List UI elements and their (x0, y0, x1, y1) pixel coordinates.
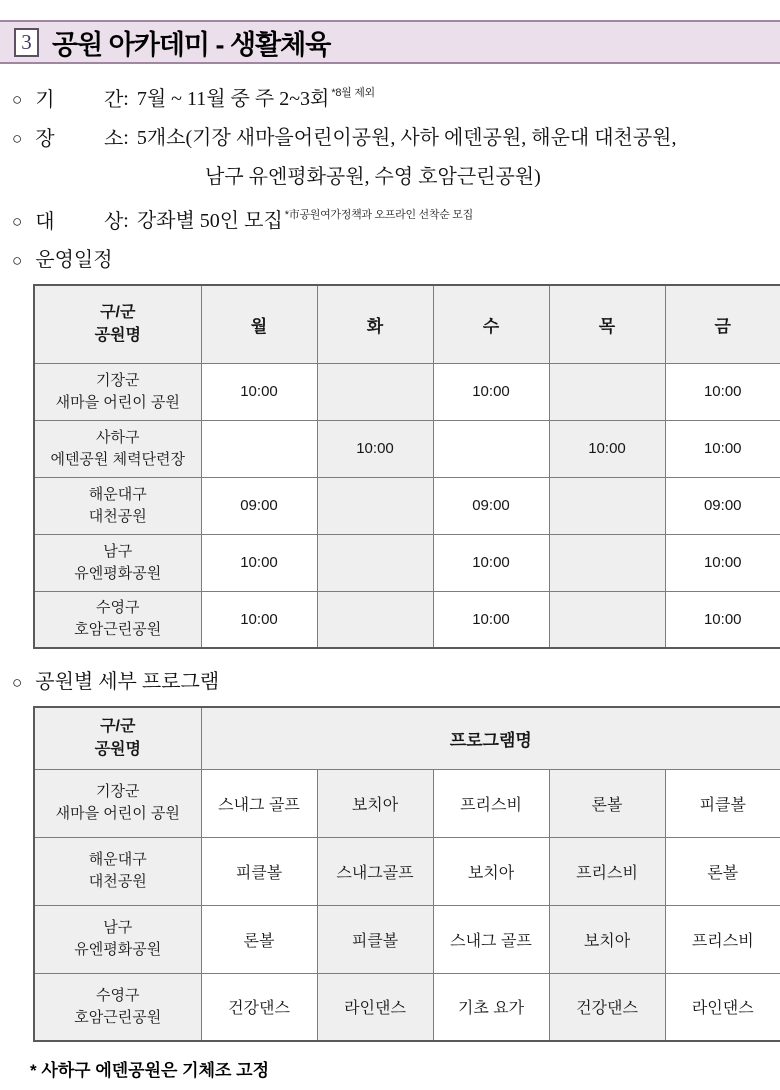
park-row-header: 남구 유엔평화공원 (34, 534, 201, 591)
program-cell: 기초 요가 (433, 973, 549, 1041)
day-header-mon: 월 (201, 285, 317, 363)
program-heading-text: 공원별 세부 프로그램 (35, 671, 220, 693)
target-value: 강좌별 50인 모집 (136, 210, 283, 232)
time-cell: 10:00 (665, 591, 780, 648)
target-label: 대 상 (35, 211, 124, 233)
time-cell (317, 534, 433, 591)
program-row (34, 905, 780, 973)
time-cell: 10:00 (549, 420, 665, 477)
time-cell: 09:00 (665, 477, 780, 534)
corner-header: 구/군 공원명 (34, 285, 201, 363)
program-cell: 스내그 골프 (433, 905, 549, 973)
program-cell: 보치아 (317, 769, 433, 837)
program-section (0, 663, 780, 702)
time-cell: 10:00 (665, 363, 780, 420)
location-label: 장 소 (35, 128, 124, 150)
location-value-line1: 5개소(기장 새마을어린이공원, 사하 에덴공원, 해운대 대천공원, (136, 127, 677, 149)
time-cell (549, 534, 665, 591)
time-cell: 10:00 (201, 534, 317, 591)
program-row (34, 973, 780, 1041)
period-note: *8월 제외 (331, 87, 375, 99)
park-row-header: 해운대구 대천공원 (34, 837, 201, 905)
schedule-table (33, 284, 780, 649)
schedule-row (34, 477, 780, 534)
park-row-header: 기장군 새마을 어린이 공원 (34, 363, 201, 420)
schedule-row (34, 591, 780, 648)
program-cell: 피클볼 (201, 837, 317, 905)
park-row-header: 수영구 호암근린공원 (34, 591, 201, 648)
time-cell: 10:00 (201, 591, 317, 648)
day-header-tue: 화 (317, 285, 433, 363)
program-cell: 스내그골프 (317, 837, 433, 905)
time-cell (433, 420, 549, 477)
time-cell (317, 363, 433, 420)
program-cell: 건강댄스 (549, 973, 665, 1041)
colon: : (123, 210, 129, 232)
program-heading (0, 663, 780, 702)
program-cell: 프리스비 (433, 769, 549, 837)
park-row-header: 남구 유엔평화공원 (34, 905, 201, 973)
program-cell: 스내그 골프 (201, 769, 317, 837)
section-number-box: 3 (14, 28, 39, 57)
park-row-header: 수영구 호암근린공원 (34, 973, 201, 1041)
program-cell: 론볼 (665, 837, 780, 905)
program-cell: 라인댄스 (317, 973, 433, 1041)
schedule-header-row (34, 285, 780, 363)
day-header-thu: 목 (549, 285, 665, 363)
program-cell: 프리스비 (549, 837, 665, 905)
colon: : (123, 127, 129, 149)
day-header-wed: 수 (433, 285, 549, 363)
park-row-header: 기장군 새마을 어린이 공원 (34, 769, 201, 837)
time-cell (317, 591, 433, 648)
schedule-row (34, 420, 780, 477)
info-list (0, 74, 780, 280)
period-label: 기 간 (35, 89, 124, 111)
time-cell (549, 363, 665, 420)
bullet-icon: ○ (12, 90, 23, 109)
period-line (0, 74, 780, 119)
target-note: *市공원여가정책과 오프라인 선착순 모집 (284, 209, 473, 221)
colon: : (123, 88, 129, 110)
time-cell: 10:00 (433, 363, 549, 420)
location-value-line2: 남구 유엔평화공원, 수영 호암근린공원) (205, 166, 541, 188)
time-cell: 10:00 (665, 420, 780, 477)
program-cell: 론볼 (549, 769, 665, 837)
time-cell: 09:00 (433, 477, 549, 534)
time-cell: 10:00 (433, 591, 549, 648)
time-cell: 09:00 (201, 477, 317, 534)
section-title-bar (0, 20, 780, 64)
corner-header: 구/군 공원명 (34, 707, 201, 769)
program-table (33, 706, 780, 1042)
program-cell: 라인댄스 (665, 973, 780, 1041)
bullet-icon: ○ (12, 129, 23, 148)
schedule-row (34, 534, 780, 591)
time-cell (549, 591, 665, 648)
program-cell: 프리스비 (665, 905, 780, 973)
day-header-fri: 금 (665, 285, 780, 363)
park-row-header: 해운대구 대천공원 (34, 477, 201, 534)
time-cell: 10:00 (201, 363, 317, 420)
program-cell: 피클볼 (317, 905, 433, 973)
program-name-header: 프로그램명 (201, 707, 780, 769)
time-cell: 10:00 (665, 534, 780, 591)
program-cell: 건강댄스 (201, 973, 317, 1041)
schedule-heading (0, 241, 780, 280)
time-cell (317, 477, 433, 534)
program-cell: 피클볼 (665, 769, 780, 837)
schedule-row (34, 363, 780, 420)
time-cell (201, 420, 317, 477)
park-row-header: 사하구 에덴공원 체력단련장 (34, 420, 201, 477)
program-row (34, 769, 780, 837)
bullet-icon: ○ (12, 673, 23, 692)
target-line (0, 196, 780, 241)
footnote: * 사하구 에덴공원은 기체조 고정 (30, 1061, 269, 1080)
period-value: 7월 ~ 11월 중 주 2~3회 (136, 88, 330, 110)
location-line (0, 119, 780, 158)
program-cell: 보치아 (549, 905, 665, 973)
bullet-icon: ○ (12, 251, 23, 270)
bullet-icon: ○ (12, 212, 23, 231)
time-cell: 10:00 (317, 420, 433, 477)
program-header-row (34, 707, 780, 769)
schedule-heading-text: 운영일정 (35, 249, 113, 271)
page-title: 공원 아카데미 - 생활체육 (52, 29, 331, 60)
program-cell: 론볼 (201, 905, 317, 973)
time-cell (549, 477, 665, 534)
program-cell: 보치아 (433, 837, 549, 905)
program-row (34, 837, 780, 905)
time-cell: 10:00 (433, 534, 549, 591)
